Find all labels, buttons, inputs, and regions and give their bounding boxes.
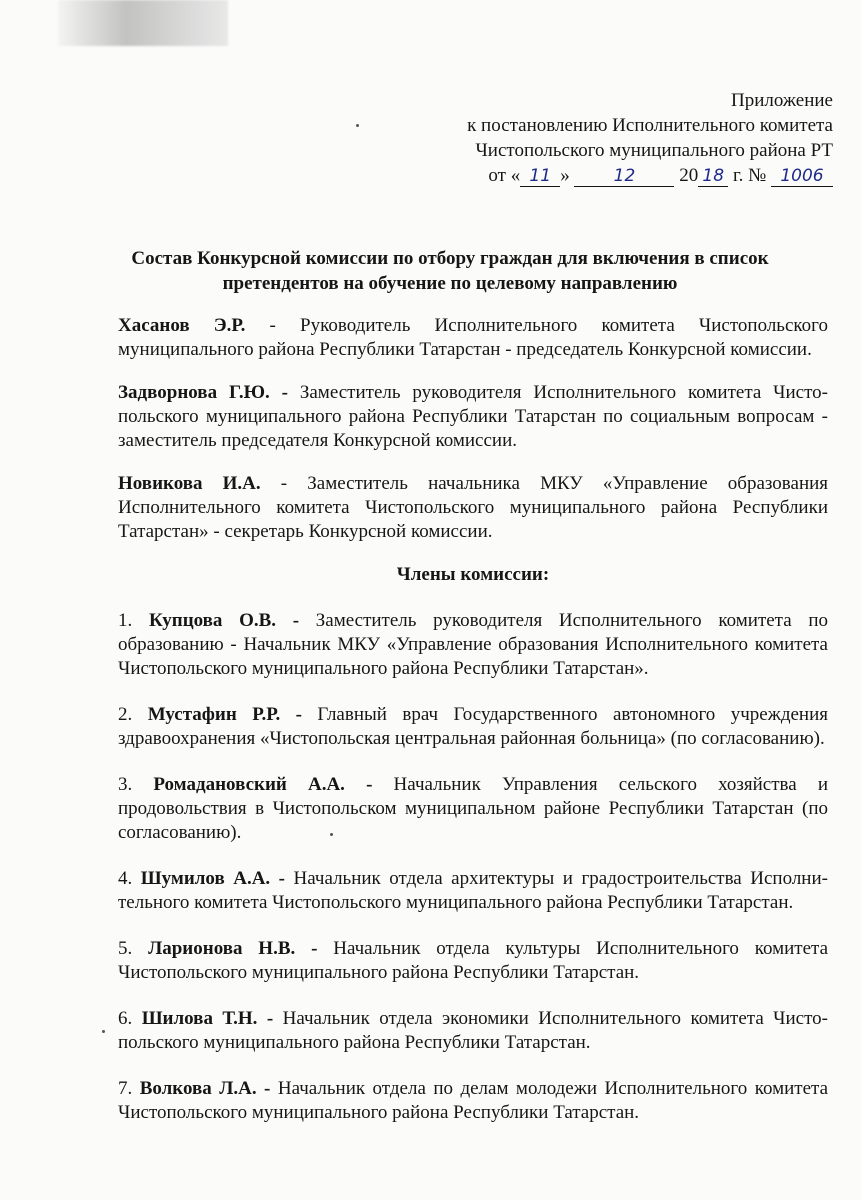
title-line-1: Состав Конкурсной комиссии по отбору граждан для включения в список — [131, 248, 769, 269]
member-item — [118, 609, 828, 681]
member-role: Начальник отдела экономики Исполнительного комитета Чисто-польского муниципального района Республики Татарстан. — [118, 1008, 828, 1053]
scan-smudge — [58, 0, 228, 46]
date-year-prefix: 20 — [679, 165, 699, 186]
date-month-handwritten: 12 — [574, 166, 674, 187]
leader-role: - Руководитель Исполнительного комитета Чистопольского муниципального района Республики Татарстан - председатель Конкурсной комиссии. — [118, 315, 828, 360]
member-item — [118, 703, 828, 751]
document-body — [118, 314, 828, 1147]
scan-speck — [102, 1030, 105, 1033]
member-number: 2. — [118, 704, 133, 725]
member-item — [118, 937, 828, 985]
leader-name: Новикова И.А. — [118, 473, 261, 494]
scan-speck — [356, 124, 359, 127]
member-number: 4. — [118, 868, 133, 889]
member-role: Начальник отдела по делам молодежи Исполнительного комитета Чистопольского муниципального района Республики Татарстан. — [118, 1078, 828, 1123]
member-role: Начальник отдела архитектуры и градостроительства Исполни-тельного комитета Чистопольского муниципального района Республики Татарстан. — [118, 868, 828, 913]
member-item — [118, 1077, 828, 1125]
member-name: Шилова Т.Н. - — [141, 1008, 274, 1029]
member-role: Начальник Управления сельского хозяйства и продовольствия в Чистопольском муниципальном районе Республики Татарстан (по согласованию). — [118, 774, 828, 843]
document-title — [60, 246, 840, 296]
member-name: Мустафин Р.Р. - — [147, 704, 302, 725]
appendix-district: Чистопольского муниципального района РТ — [475, 140, 833, 161]
leader-role: - Заместитель начальника МКУ «Управление образования Исполнительного комитета Чистопольского муниципального района Республики Татарстан» - секретарь Конкурсной комиссии. — [118, 473, 829, 542]
title-line-2: претендентов на обучение по целевому направлению — [222, 273, 678, 294]
date-prefix: от « — [488, 165, 521, 186]
leader-deputy — [118, 381, 828, 453]
leader-role: Заместитель руководителя Исполнительного комитета Чисто-польского муниципального района Республики Татарстан по социальным вопросам - заместитель председателя Конкурсной комиссии. — [118, 382, 828, 451]
member-name: Ларионова Н.В. - — [148, 938, 318, 959]
member-number: 3. — [118, 774, 133, 795]
member-role: Главный врач Государственного автономного учреждения здравоохранения «Чистопольская центральная районная больница» (по согласованию). — [118, 704, 828, 749]
date-quote-close: » — [560, 165, 570, 186]
member-item — [118, 773, 828, 845]
appendix-label: Приложение — [731, 90, 833, 111]
member-item — [118, 1007, 828, 1055]
member-number: 7. — [118, 1078, 133, 1099]
leader-chairman — [118, 314, 828, 362]
document-number-handwritten: 1006 — [771, 166, 833, 187]
member-name: Волкова Л.А. - — [139, 1078, 271, 1099]
date-day-handwritten: 11 — [520, 166, 560, 187]
member-name: Купцова О.В. - — [148, 610, 300, 631]
member-number: 1. — [118, 610, 133, 631]
appendix-date-line — [467, 163, 833, 188]
member-name: Ромадановский А.А. - — [153, 774, 373, 795]
leader-secretary — [118, 472, 828, 544]
appendix-resolution: к постановлению Исполнительного комитета — [467, 115, 833, 136]
member-role: Заместитель руководителя Исполнительного комитета по образованию - Начальник МКУ «Управление образования Исполнительного комитета Чистопольского муниципального района Республики Татарстан». — [118, 610, 829, 679]
members-heading: Члены комиссии: — [396, 564, 550, 585]
appendix-header — [467, 88, 833, 188]
member-item — [118, 867, 828, 915]
date-year-suffix: г. № — [732, 165, 767, 186]
leader-name: Хасанов Э.Р. — [118, 315, 246, 336]
member-role: Начальник отдела культуры Исполнительного комитета Чистопольского муниципального района Республики Татарстан. — [118, 938, 829, 983]
member-name: Шумилов А.А. - — [140, 868, 286, 889]
leader-name: Задворнова Г.Ю. - — [118, 382, 288, 403]
date-year-handwritten: 18 — [698, 166, 728, 187]
member-number: 6. — [118, 1008, 133, 1029]
member-number: 5. — [118, 938, 133, 959]
